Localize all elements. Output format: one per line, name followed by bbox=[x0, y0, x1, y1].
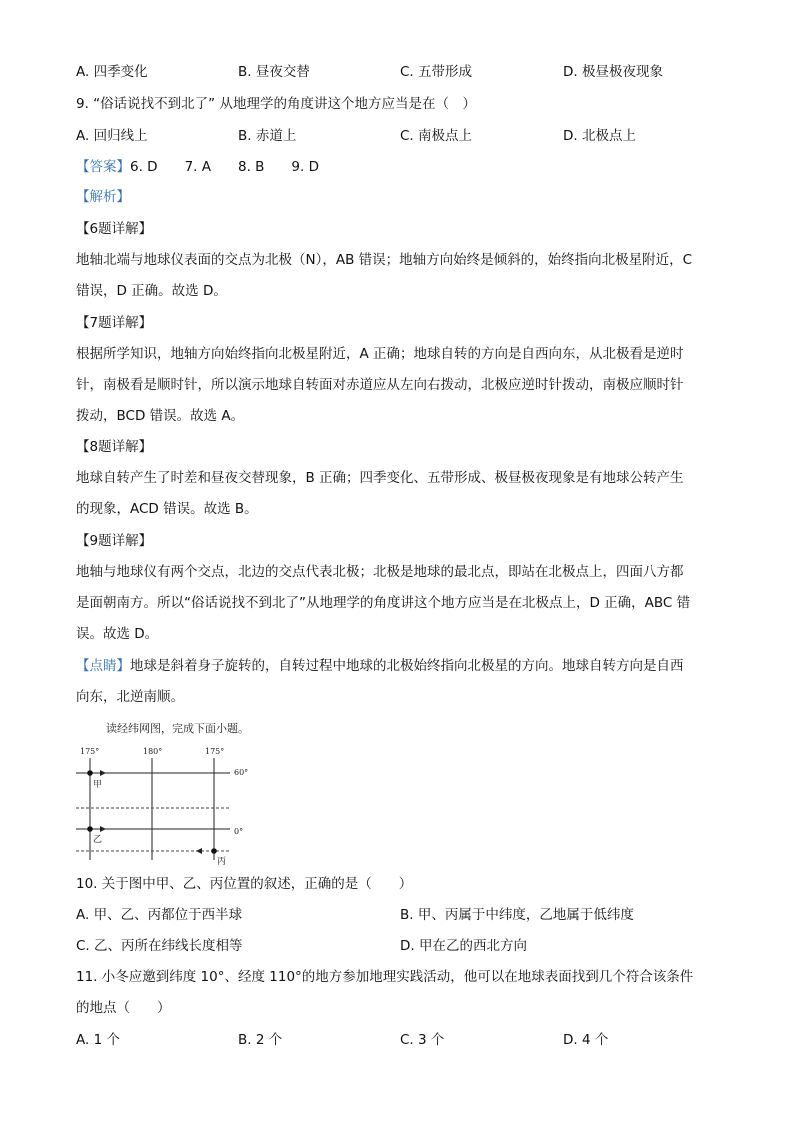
q10-option-b: B. 甲、丙属于中纬度，乙地属于低纬度 bbox=[400, 907, 634, 923]
answer-text: 6. D 7. A 8. B 9. D bbox=[130, 159, 319, 175]
detail7-line-3: 拨动，BCD 错误。故选 A。 bbox=[76, 408, 245, 424]
dianjing-line-2: 向东，北逆南顺。 bbox=[76, 689, 184, 705]
q9-option-d: D. 北极点上 bbox=[563, 128, 636, 144]
arrow-east-icon bbox=[100, 770, 106, 776]
dianjing-line-1 bbox=[76, 656, 684, 676]
q9-option-b: B. 赤道上 bbox=[238, 128, 297, 144]
arrow-west-icon bbox=[196, 848, 202, 854]
q9-stem: 9. “俗话说找不到北了” 从地理学的角度讲这个地方应当是在（ ） bbox=[76, 96, 476, 112]
q10-option-c: C. 乙、丙所在纬线长度相等 bbox=[76, 938, 243, 954]
answer-line bbox=[76, 157, 319, 177]
detail8-title: 【8题详解】 bbox=[76, 439, 153, 455]
point-jia bbox=[87, 770, 93, 776]
point-yi bbox=[87, 826, 93, 832]
point-label-jia: 甲 bbox=[93, 780, 103, 790]
q11-option-a: A. 1 个 bbox=[76, 1032, 120, 1048]
diagram-caption: 读经纬网图，完成下面小题。 bbox=[106, 722, 249, 735]
detail6-title: 【6题详解】 bbox=[76, 221, 153, 237]
lat-label-60: 60° bbox=[234, 768, 249, 777]
detail7-title: 【7题详解】 bbox=[76, 315, 153, 331]
q10-option-d: D. 甲在乙的西北方向 bbox=[400, 938, 527, 954]
answer-label: 【答案】 bbox=[76, 159, 130, 175]
q11-option-c: C. 3 个 bbox=[400, 1032, 445, 1048]
q8-option-d: D. 极昼极夜现象 bbox=[563, 64, 663, 80]
detail7-line-2: 针，南极看是顺时针，所以演示地球自转面对赤道应从左向右拨动，北极应逆时针拨动，南极应顺时针 bbox=[76, 377, 684, 393]
lat-label-0: 0° bbox=[234, 827, 244, 836]
point-label-bing: 丙 bbox=[217, 857, 227, 867]
detail6-line-1: 地轴北端与地球仪表面的交点为北极（N），AB 错误；地轴方向始终是倾斜的，始终指向北极星附近，C bbox=[76, 252, 693, 268]
detail8-line-1: 地球自转产生了时差和昼夜交替现象，B 正确；四季变化、五带形成、极昼极夜现象是有地球公转产生 bbox=[76, 470, 684, 486]
analysis-label: 【解析】 bbox=[76, 189, 130, 205]
q11-stem-line-1: 11. 小冬应邀到纬度 10°、经度 110°的地方参加地理实践活动，他可以在地球表面找到几个符合该条件 bbox=[76, 969, 694, 985]
q8-option-b: B. 昼夜交替 bbox=[238, 64, 310, 80]
q8-option-c: C. 五带形成 bbox=[400, 64, 473, 80]
lon-label-175w: 175° bbox=[80, 747, 100, 756]
lat-lon-grid-diagram bbox=[74, 718, 274, 870]
detail9-title: 【9题详解】 bbox=[76, 533, 153, 549]
detail6-line-2: 错误，D 正确。故选 D。 bbox=[76, 283, 227, 299]
q11-option-d: D. 4 个 bbox=[563, 1032, 609, 1048]
detail8-line-2: 的现象，ACD 错误。故选 B。 bbox=[76, 501, 258, 517]
dianjing-text-1: 地球是斜着身子旋转的，自转过程中地球的北极始终指向北极星的方向。地球自转方向是自西 bbox=[130, 658, 684, 674]
dianjing-label: 【点睛】 bbox=[76, 658, 130, 674]
q8-option-a: A. 四季变化 bbox=[76, 64, 148, 80]
q11-option-b: B. 2 个 bbox=[238, 1032, 283, 1048]
detail9-line-3: 误。故选 D。 bbox=[76, 626, 159, 642]
q11-stem-line-2: 的地点（ ） bbox=[76, 1000, 171, 1016]
q10-option-a: A. 甲、乙、丙都位于西半球 bbox=[76, 907, 243, 923]
point-bing bbox=[211, 848, 217, 854]
detail9-line-1: 地轴与地球仪有两个交点，北边的交点代表北极；北极是地球的最北点，即站在北极点上，四面八方都 bbox=[76, 564, 684, 580]
q9-option-c: C. 南极点上 bbox=[400, 128, 473, 144]
lon-label-175e: 175° bbox=[205, 747, 225, 756]
point-label-yi: 乙 bbox=[93, 835, 103, 845]
q10-stem: 10. 关于图中甲、乙、丙位置的叙述，正确的是（ ） bbox=[76, 876, 413, 892]
detail7-line-1: 根据所学知识，地轴方向始终指向北极星附近，A 正确；地球自转的方向是自西向东，从北极看是逆时 bbox=[76, 346, 684, 362]
q9-option-a: A. 回归线上 bbox=[76, 128, 148, 144]
lon-label-180: 180° bbox=[143, 747, 163, 756]
arrow-east-icon bbox=[100, 826, 106, 832]
detail9-line-2: 是面朝南方。所以“俗话说找不到北了”从地理学的角度讲这个地方应当是在北极点上，D 正确，ABC 错 bbox=[76, 595, 691, 611]
